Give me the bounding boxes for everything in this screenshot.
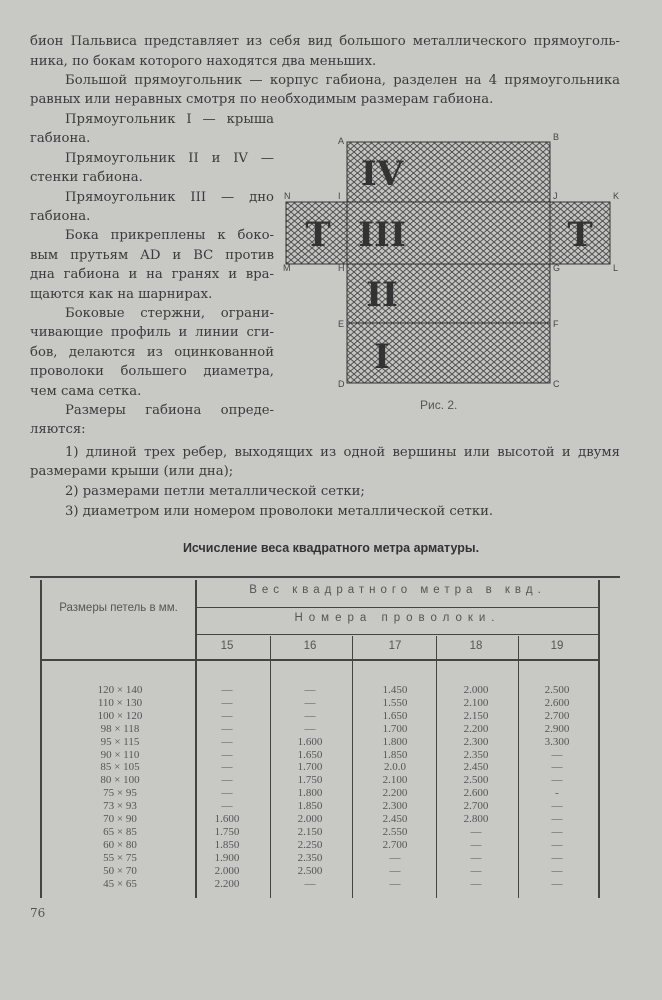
table-cell: — [389, 851, 401, 864]
table-cell: 2.100 [382, 774, 408, 787]
table-cell: — [470, 877, 482, 890]
text-line: Бока прикреплены к боко- [65, 228, 274, 244]
point-label-e: E [338, 319, 345, 329]
text-line: равных или неравных смотря по необходимым размерам габиона. [30, 92, 494, 107]
table-cell: 2.450 [382, 813, 408, 825]
table-cell: 2.0.0 [384, 761, 406, 774]
text-line: бион Пальвиса представляет из себя вид большого металлического прямоуголь- [30, 34, 620, 49]
table-cell: — [551, 813, 563, 825]
table-cell: 2.150 [463, 709, 489, 722]
point-label-n: N [284, 191, 291, 201]
point-label-d: D [338, 379, 345, 389]
table-cell: — [470, 851, 482, 864]
table-cell: 2.700 [544, 709, 570, 722]
table-cell: — [551, 851, 563, 864]
list-item: размерами крыши (или дна); [30, 464, 234, 479]
point-label-i: I [338, 191, 341, 201]
table-cell: 1.750 [214, 825, 240, 838]
text-line: Прямоугольник I — крыша [65, 112, 274, 127]
table-cell: — [551, 877, 563, 890]
text-line: Боковые стержни, ограни- [65, 306, 274, 321]
point-label-k: K [613, 191, 620, 201]
panel-label-t-left: T [305, 215, 331, 255]
text-line: габиона. [30, 209, 91, 224]
table-cell: 1.650 [382, 709, 408, 722]
text-line: дна габиона и на гранях и вра- [30, 267, 274, 283]
table-rule-column [518, 636, 519, 898]
point-label-m: M [283, 263, 291, 273]
table-cell: — [551, 774, 563, 787]
table-rule-left [40, 580, 42, 898]
table-cell: — [304, 696, 316, 709]
table-cell: 85 × 105 [100, 761, 140, 774]
table-cell: — [221, 684, 233, 696]
table-cell: 3.300 [544, 735, 570, 748]
table-cell: 80 × 100 [100, 774, 140, 787]
table-cell: 1.850 [297, 800, 323, 813]
point-label-f: F [553, 319, 559, 329]
text-line: чивающие профиль и линии сги- [30, 325, 274, 341]
point-label-g: G [553, 263, 561, 273]
table-cell: — [470, 825, 482, 838]
table-cell: 1.850 [382, 748, 408, 761]
table-cell: 2.000 [463, 684, 489, 696]
table-cell: 90 × 110 [100, 748, 140, 761]
table-cell: 70 × 90 [103, 813, 137, 825]
table-cell: 2.600 [463, 787, 489, 800]
table-rule [197, 607, 598, 608]
table-cell: — [304, 684, 316, 696]
table-cell: 2.350 [463, 748, 489, 761]
table-cell: 1.700 [382, 722, 408, 735]
wire-number-16: 16 [303, 640, 317, 652]
table-cell: 2.900 [544, 722, 570, 735]
wire-number-19: 19 [550, 640, 564, 652]
text-line: Прямоугольник III — дно [65, 189, 274, 205]
list-item: 1) длиной трех ребер, выходящих из одной вершины или высотой и двумя [65, 445, 620, 460]
table-cell: — [304, 722, 316, 735]
panel-label-ii: II [366, 275, 398, 315]
table-cell: 50 × 70 [103, 864, 137, 877]
table-rule-top [30, 576, 620, 578]
table-cell: — [221, 709, 233, 722]
panel-label-iv: IV [360, 154, 404, 194]
table-cell: 60 × 80 [103, 838, 137, 851]
page-number: 76 [30, 906, 46, 920]
list-item: 3) диаметром или номером проволоки металлической сетки. [65, 504, 494, 519]
table-cell: - [555, 787, 559, 800]
panel-label-iii: III [358, 215, 406, 255]
text-line: чем сама сетка. [30, 383, 142, 399]
table-cell: 75 × 95 [103, 787, 137, 800]
table-cell: 120 × 140 [97, 684, 143, 696]
table-cell: 2.550 [382, 825, 408, 838]
text-line: Размеры габиона опреде- [65, 403, 274, 418]
column-header-sizes: Размеры петель в мм. [59, 602, 178, 614]
table-rule-column [436, 636, 437, 898]
table-cell: 1.900 [214, 851, 240, 864]
table-rule-column [270, 636, 271, 898]
wire-number-15: 15 [220, 640, 234, 652]
text-line: ника, по бокам которого находятся два меньших. [30, 54, 377, 69]
wire-number-18: 18 [469, 640, 483, 652]
table-cell: — [221, 761, 233, 774]
point-label-h: H [338, 263, 345, 273]
table-cell: — [221, 696, 233, 709]
table-rule [197, 634, 598, 635]
table-cell: — [304, 877, 316, 890]
table-cell: 1.600 [214, 813, 240, 825]
table-cell: 1.650 [297, 748, 323, 761]
panel-label-t-right: T [567, 215, 593, 255]
table-cell: 2.700 [463, 800, 489, 813]
table-cell: 65 × 85 [103, 825, 137, 838]
figure-caption: Рис. 2. [420, 398, 458, 412]
table-cell: — [551, 748, 563, 761]
header-wire-numbers: Номера проволоки. [294, 612, 501, 624]
point-label-b: B [553, 132, 560, 142]
table-cell: — [470, 838, 482, 851]
table-cell: 2.500 [463, 774, 489, 787]
table-rule-header-bottom [42, 659, 598, 661]
text-line: бов, делаются из оцинкованной [30, 344, 274, 360]
table-cell: 1.600 [297, 735, 323, 748]
table-cell: — [551, 838, 563, 851]
table-cell: — [221, 748, 233, 761]
text-line: Прямоугольник II и IV — [65, 150, 274, 166]
table-cell: 1.800 [297, 787, 323, 800]
table-cell: — [221, 735, 233, 748]
table-cell: 2.350 [297, 851, 323, 864]
table-cell: — [551, 800, 563, 813]
text-line: проволоки большего диаметра, [30, 364, 274, 380]
table-cell: 2.450 [463, 761, 489, 774]
table-cell: 45 × 65 [103, 877, 137, 890]
table-cell: — [221, 787, 233, 800]
table-cell: 2.000 [297, 813, 323, 825]
table-cell: 2.300 [463, 735, 489, 748]
table-cell: 2.800 [463, 813, 489, 825]
table-cell: 1.750 [297, 774, 323, 787]
table-cell: — [304, 709, 316, 722]
point-label-c: C [553, 379, 560, 389]
text-line: вым прутьям AD и BC против [30, 247, 274, 263]
table-cell: 73 × 93 [103, 800, 137, 813]
table-cell: — [551, 864, 563, 877]
table-cell: — [221, 722, 233, 735]
table-cell: 1.850 [214, 838, 240, 851]
table-rule-column [352, 636, 353, 898]
table-cell: — [551, 825, 563, 838]
table-rule-right [598, 580, 600, 898]
point-label-a: A [338, 136, 345, 146]
table-cell: — [389, 877, 401, 890]
table-title: Исчисление веса квадратного метра арматуры. [182, 541, 480, 555]
table-cell: 1.800 [382, 735, 408, 748]
point-label-l: L [613, 263, 619, 273]
table-cell: 2.200 [214, 877, 240, 890]
text-line: габиона. [30, 131, 91, 147]
table-cell: — [470, 864, 482, 877]
table-cell: 2.500 [297, 864, 323, 877]
table-cell: 1.450 [382, 684, 408, 696]
table-cell: 2.300 [382, 800, 408, 813]
table-cell: 1.700 [297, 761, 323, 774]
table-cell: 2.000 [214, 864, 240, 877]
table-cell: 98 × 118 [100, 722, 140, 735]
wire-number-17: 17 [388, 640, 402, 652]
panel-label-i: I [374, 337, 390, 377]
table-cell: 2.200 [382, 787, 408, 800]
table-cell: — [551, 761, 563, 774]
gabion-net-diagram [270, 128, 630, 428]
table-cell: 95 × 115 [100, 735, 140, 748]
table-cell: 110 × 130 [97, 696, 143, 709]
table-cell: — [221, 774, 233, 787]
table-cell: 55 × 75 [103, 851, 137, 864]
table-cell: 2.700 [382, 838, 408, 851]
point-label-j: J [553, 191, 558, 201]
text-line: стенки габиона. [30, 170, 143, 186]
table-cell: 2.500 [544, 684, 570, 696]
table-cell: 2.150 [297, 825, 323, 838]
table-cell: 1.550 [382, 696, 408, 709]
table-cell: 2.100 [463, 696, 489, 709]
list-item: 2) размерами петли металлической сетки; [65, 484, 365, 499]
table-cell: 100 × 120 [97, 709, 143, 722]
table-cell: 2.600 [544, 696, 570, 709]
text-line: Большой прямоугольник — корпус габиона, разделен на 4 прямоугольника [65, 73, 620, 88]
table-cell: 2.200 [463, 722, 489, 735]
text-line: ляются: [30, 422, 86, 438]
table-cell: 2.250 [297, 838, 323, 851]
header-weight: Вес квадратного метра в квд. [249, 584, 546, 596]
text-line: щаются как на шарнирах. [30, 286, 213, 302]
table-cell: — [221, 800, 233, 813]
table-cell: — [389, 864, 401, 877]
